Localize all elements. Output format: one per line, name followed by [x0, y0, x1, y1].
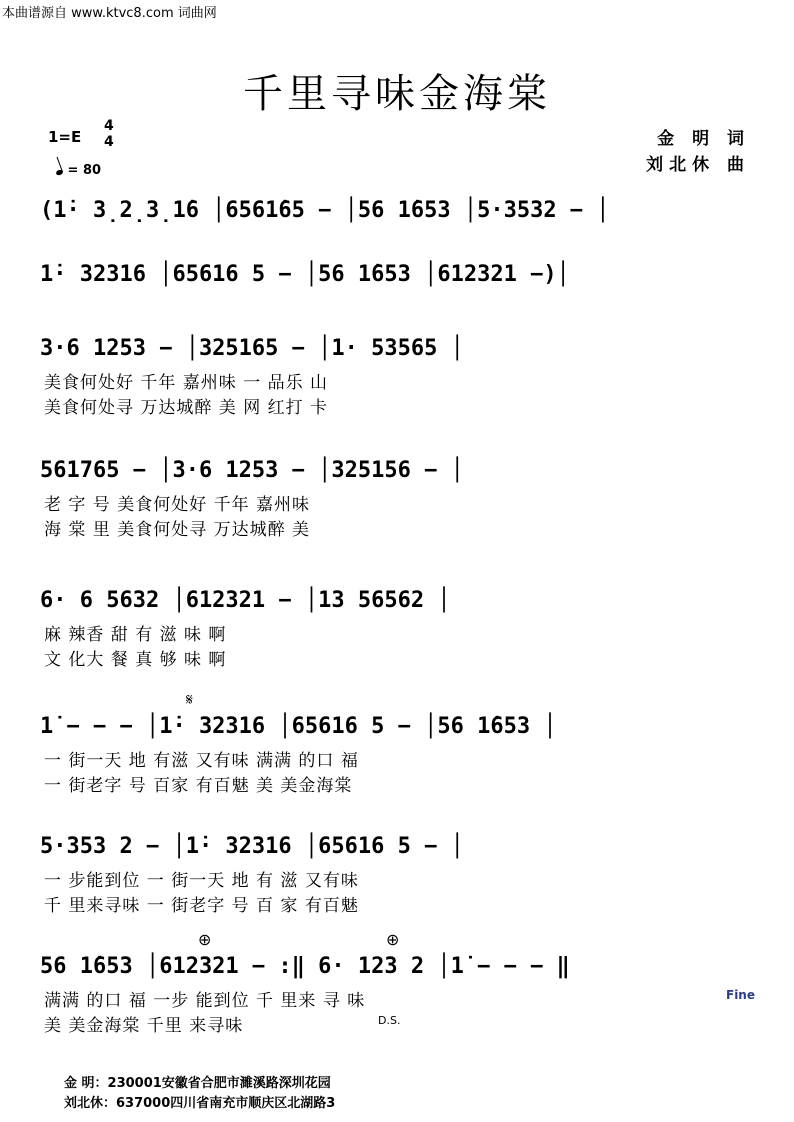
staff-line-8: 56 1̇653 │612321 − :‖ 6· 123 2 │1̇ − − − ‖ — [40, 954, 570, 979]
lyrics-line-7-verse-1: 一 步能到位 一 街一天 地 有 滋 又有味 — [44, 871, 359, 891]
tempo-mark — [56, 163, 101, 178]
time-signature — [104, 118, 114, 150]
tempo-value: = 80 — [67, 163, 102, 178]
lyrics-line-3-verse-2: 美食何处寻 万达城醉 美 网 红打 卡 — [44, 398, 329, 418]
lyrics-line-4-verse-2: 海 棠 里 美食何处寻 万达城醉 美 — [44, 520, 311, 540]
lyrics-line-6-verse-2: 一 街老字 号 百家 有百魅 美 美金海棠 — [44, 776, 353, 796]
footer-address-composer: 刘北休：637000四川省南充市顺庆区北湖路3 — [64, 1096, 336, 1111]
coda-icon: ⊕ — [198, 930, 212, 949]
lyrics-line-6-verse-1: 一 街一天 地 有滋 又有味 满满 的口 福 — [44, 751, 359, 771]
quarter-note-icon — [55, 169, 63, 176]
fine-mark: Fine — [726, 988, 755, 1002]
lyrics-line-8-verse-1: 满满 的口 福 一步 能到位 千 里来 寻 味 — [44, 991, 366, 1011]
lyrics-line-5-verse-1: 麻 辣香 甜 有 滋 味 啊 — [44, 625, 227, 645]
lyrics-line-3-verse-1: 美食何处好 千年 嘉州味 一 品乐 山 — [44, 373, 329, 393]
composer-credit: 刘北休 曲 — [646, 155, 750, 175]
time-signature-top: 4 — [104, 118, 114, 134]
staff-line-5: 6· 6 5632 │612321 − │13 56562 │ — [40, 588, 451, 613]
ds-mark: D.S. — [378, 1014, 401, 1027]
lyrics-line-8-verse-2: 美 美金海棠 千里 来寻味 — [44, 1016, 244, 1036]
staff-line-3: 3·6 1253 − │325165 − │1· 53565 │ — [40, 336, 464, 361]
lyrics-line-7-verse-2: 千 里来寻味 一 街老字 号 百 家 有百魅 — [44, 896, 359, 916]
staff-line-6: 1̇ − − − │1̇· 32316 │65616 5 − │56 1̇653 │ — [40, 714, 557, 739]
staff-line-4: 561765 − │3·6 1253 − │325156 − │ — [40, 458, 464, 483]
time-signature-bottom: 4 — [104, 134, 114, 150]
footer-address-lyricist: 金 明：230001安徽省合肥市濉溪路深圳花园 — [64, 1076, 331, 1091]
song-title: 千里寻味金海棠 — [243, 71, 551, 117]
key-signature: 1=E — [48, 128, 82, 146]
source-note: 本曲谱源自 www.ktvc8.com 词曲网 — [2, 6, 217, 21]
staff-line-2: 1̇· 32316 │65616 5 − │56 1̇653 │612321 −)│ — [40, 262, 570, 287]
staff-line-1: (1̇· 3̣2̣3̣1̇6 │6561̇65 − │56 1̇653 │5·3532 − │ — [40, 198, 610, 223]
segno-icon: 𝄋 — [186, 690, 193, 709]
staff-line-7: 5·353 2 − │1̇· 32316 │65616 5 − │ — [40, 834, 464, 859]
lyricist-credit: 金 明 词 — [657, 129, 750, 149]
coda-icon-2: ⊕ — [386, 930, 400, 949]
lyrics-line-5-verse-2: 文 化大 餐 真 够 味 啊 — [44, 650, 227, 670]
lyrics-line-4-verse-1: 老 字 号 美食何处好 千年 嘉州味 — [44, 495, 311, 515]
